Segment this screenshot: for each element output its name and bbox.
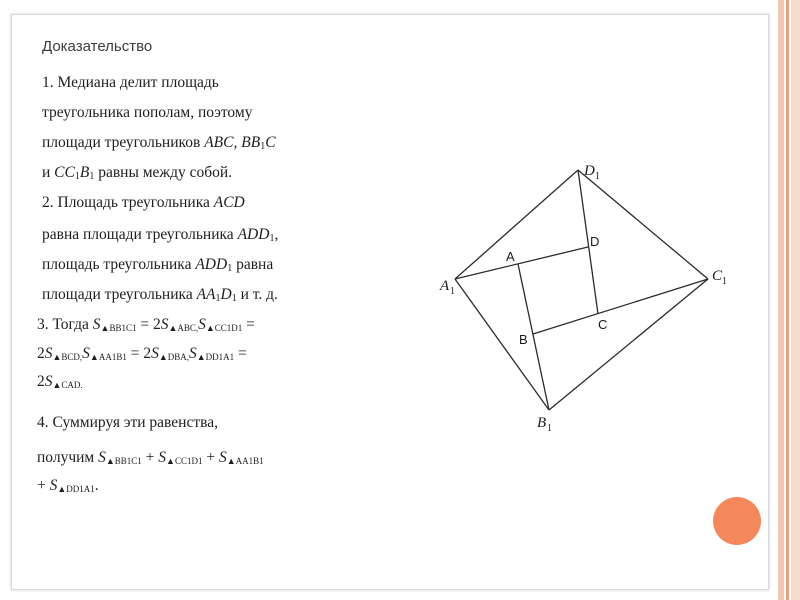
step1-line2: треугольника пополам, поэтому — [42, 104, 253, 121]
edge-c1-b1 — [549, 279, 708, 410]
label-a1: A — [440, 278, 450, 294]
step2-line2: равна площади треугольника $ADD_1$, — [42, 226, 279, 244]
edge-d1-c1 — [578, 170, 708, 279]
step3-line1: 3. Тогда S▲BB1C1 = 2S▲ABC,S▲CC1D1 = — [37, 316, 255, 333]
step3-line3: 2S▲CAD. — [37, 373, 83, 390]
proof-heading: Доказательство — [42, 38, 153, 55]
step3-line2: 2S▲BCD,S▲AA1B1 = 2S▲DBA,S▲DD1A1 = — [37, 345, 247, 362]
label-a1-sub: 1 — [450, 286, 455, 297]
label-d1: D — [584, 163, 595, 179]
label-d1-sub: 1 — [595, 171, 600, 182]
segment-a1-d — [455, 247, 588, 279]
step4-line1: 4. Суммируя эти равенства, — [37, 414, 218, 431]
label-b1: B — [537, 415, 547, 431]
label-b1-sub: 1 — [547, 423, 552, 434]
label-c1-sub: 1 — [722, 276, 727, 287]
step2-line1: 2. Площадь треугольника ACD — [42, 194, 245, 211]
step1-line3: площади треугольников ABC, $BB_1C$ — [42, 134, 276, 152]
label-c1: C — [712, 268, 723, 284]
step2-line3: площадь треугольника $ADD_1$ равна — [42, 256, 274, 274]
step4-line2: получим S▲BB1C1 + S▲CC1D1 + S▲AA1B1 — [37, 449, 264, 466]
step4-line3: + S▲DD1A1. — [37, 477, 99, 494]
segment-c1-b — [533, 279, 708, 334]
label-d: D — [590, 234, 600, 249]
step1-line1: 1. Медиана делит площадь — [42, 74, 219, 91]
label-a: A — [506, 249, 515, 264]
edge-a1-d1 — [455, 170, 578, 279]
label-c: C — [598, 317, 608, 332]
step1-line4: и $CC_1B_1$ равны между собой. — [42, 164, 233, 182]
step2-line4: площади треугольника $AA_1D_1$ и т. д. — [42, 286, 278, 304]
label-b: B — [519, 332, 528, 347]
